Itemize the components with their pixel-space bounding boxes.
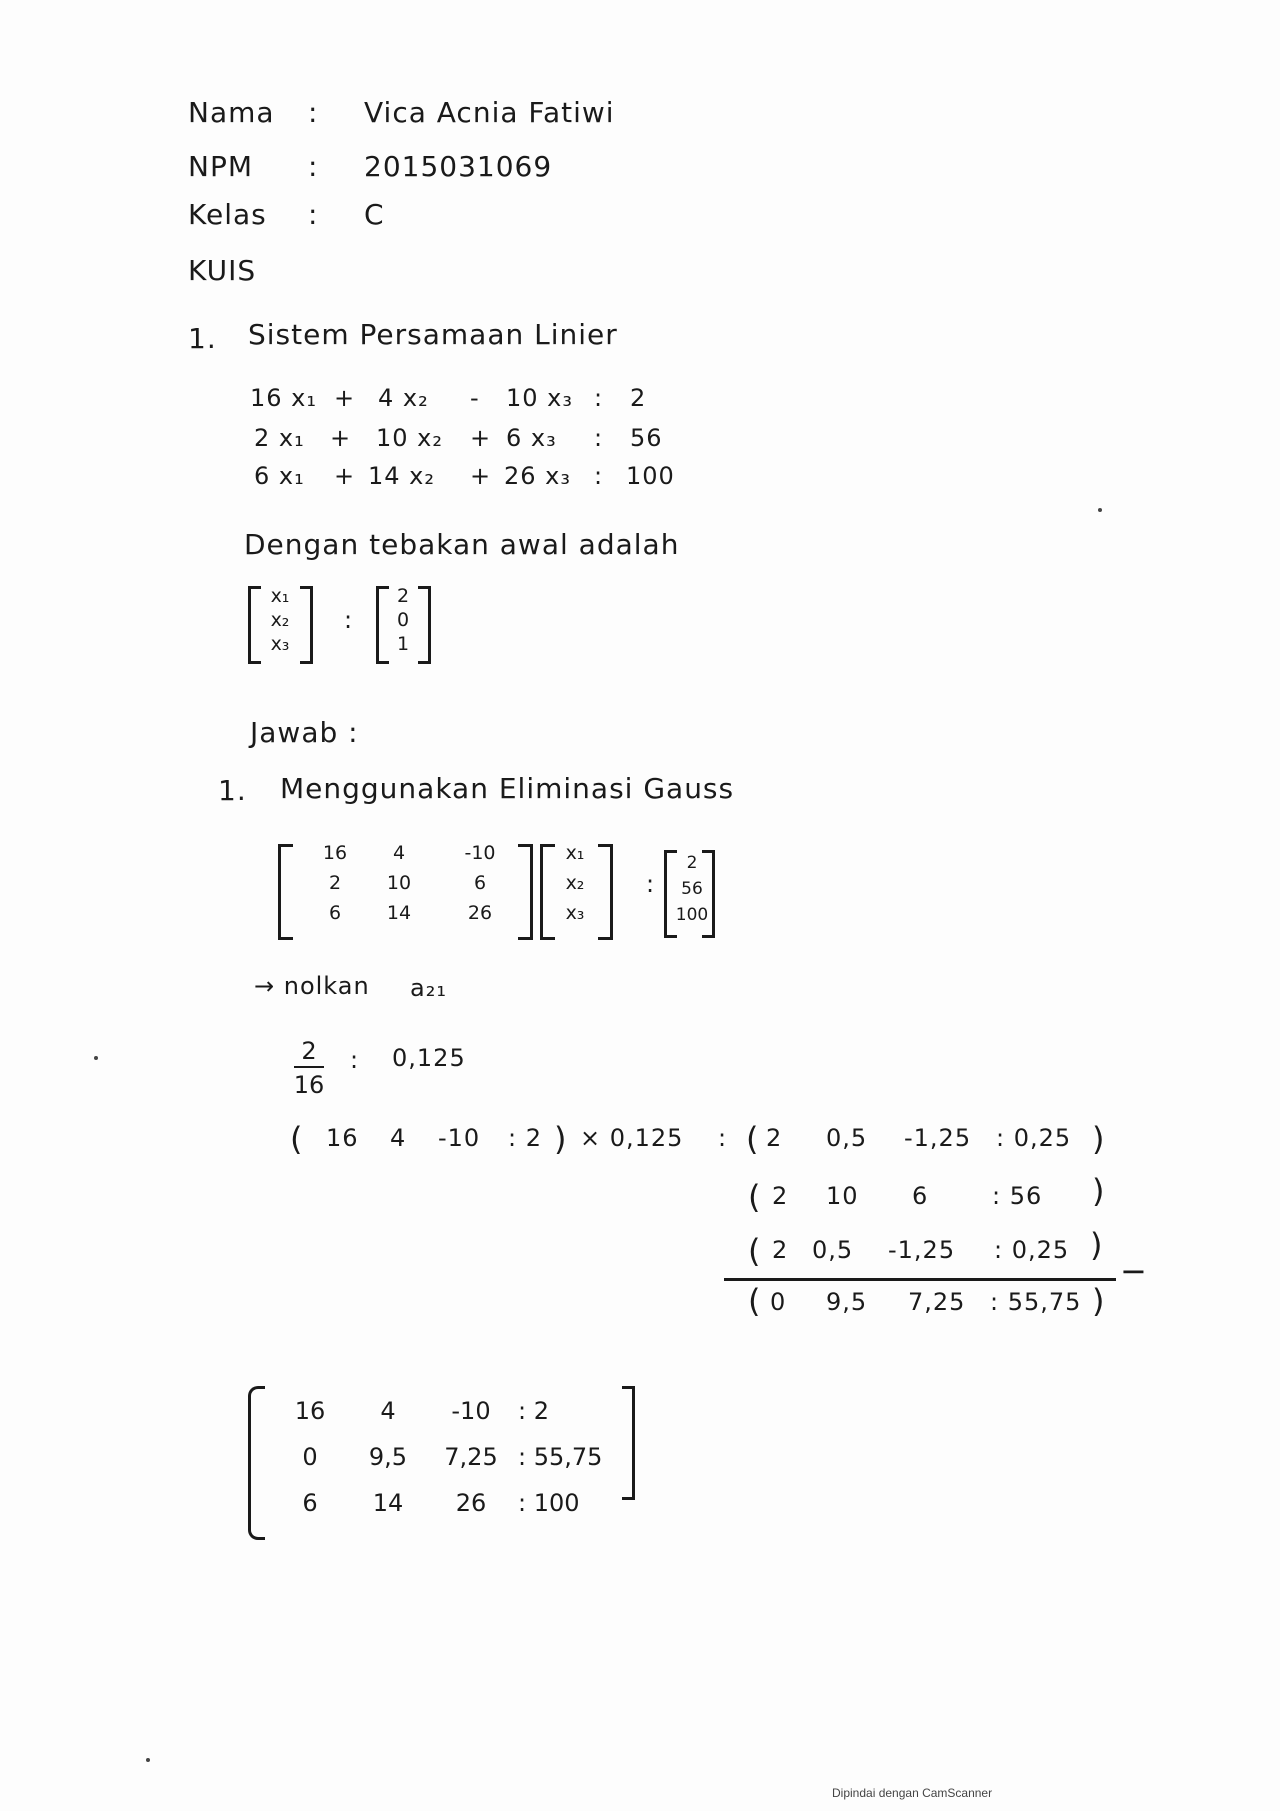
eq1-term3: 10 x₃ (506, 384, 573, 412)
guess-val-2: 0 (396, 609, 410, 631)
scaled-close-paren: ) (1092, 1120, 1105, 1158)
eq3-term1: 6 x₁ (254, 462, 305, 490)
vector-x (554, 838, 596, 928)
augmented-cell: 16 (294, 1397, 326, 1425)
eq2-term2: 10 x₂ (376, 424, 443, 452)
scaled2-val: -1,25 (888, 1236, 956, 1264)
augmented-cell: 14 (372, 1489, 404, 1517)
vector-b-cell: 100 (675, 905, 709, 925)
matrix-a-col-1 (310, 838, 360, 928)
eq1-op1: + (334, 384, 356, 412)
guess-val-1: 2 (396, 585, 410, 607)
matrix-a-col-2 (374, 838, 424, 928)
scaled2-close-paren: ) (1090, 1226, 1103, 1264)
fraction-separator: : (350, 1046, 360, 1074)
kuis-label: KUIS (188, 254, 257, 287)
eq2-op1: + (330, 424, 352, 452)
fraction-numerator: 2 (301, 1037, 317, 1065)
row2-val: 6 (912, 1182, 929, 1210)
eq1-term1: 16 x₁ (250, 384, 317, 412)
matrix-a-cell: 4 (392, 842, 406, 864)
augmented-left-bracket (248, 1386, 265, 1540)
eq1-term2: 4 x₂ (378, 384, 429, 412)
eq3-term3: 26 x₃ (504, 462, 571, 490)
augmented-right-bracket (622, 1386, 635, 1500)
subtraction-rule (724, 1278, 1116, 1281)
vector-x-cell: x₂ (565, 872, 585, 894)
matrix-a-cell: 2 (328, 872, 342, 894)
scan-speck (94, 1056, 98, 1060)
scaled2-val: 2 (772, 1236, 789, 1264)
matrix-a-cell: 26 (467, 902, 493, 924)
kelas-separator: : (308, 198, 319, 231)
step-target: a₂₁ (410, 974, 447, 1002)
row2-val: 10 (826, 1182, 859, 1210)
augmented-cell: : 2 (518, 1397, 549, 1425)
fraction-result: 0,125 (392, 1044, 466, 1072)
vector-b-cell: 2 (686, 853, 698, 873)
matrix-a-col-3 (450, 838, 510, 928)
scan-speck (146, 1758, 150, 1762)
step-label: → nolkan (254, 972, 370, 1000)
fraction (294, 1034, 324, 1102)
eq2-sep: : (594, 424, 604, 452)
augmented-col-rhs (518, 1388, 626, 1526)
row1-times: × 0,125 (580, 1124, 684, 1152)
row1-close-paren: ) (554, 1120, 567, 1158)
guess-val-left-bracket (376, 586, 389, 664)
augmented-cell: 26 (455, 1489, 487, 1517)
row1-val: -10 (438, 1124, 481, 1152)
row1-val: : 2 (508, 1124, 542, 1152)
guess-val-3: 1 (396, 633, 410, 655)
problem-number: 1. (188, 322, 217, 355)
augmented-cell: 7,25 (444, 1443, 498, 1471)
eq3-rhs: 100 (626, 462, 675, 490)
result-val: 0 (770, 1288, 787, 1316)
vector-x-cell: x₁ (565, 842, 585, 864)
scanner-watermark: Dipindai dengan CamScanner (832, 1786, 993, 1800)
eq2-rhs: 56 (630, 424, 663, 452)
augmented-cell: 6 (302, 1489, 318, 1517)
vector-x-left-bracket (540, 844, 555, 940)
augmented-col-1 (282, 1388, 338, 1526)
eq1-rhs: 2 (630, 384, 647, 412)
eq3-op2: + (470, 462, 492, 490)
matrix-a-left-bracket (278, 844, 293, 940)
guess-var-right-bracket (300, 586, 313, 664)
result-val: 7,25 (908, 1288, 966, 1316)
vector-x-cell: x₃ (565, 902, 585, 924)
guess-val-right-bracket (418, 586, 431, 664)
scaled-val: : 0,25 (996, 1124, 1072, 1152)
scaled2-val: 0,5 (812, 1236, 854, 1264)
npm-label: NPM (188, 150, 253, 183)
guess-var-vector (262, 584, 298, 656)
matrix-a-cell: 16 (322, 842, 348, 864)
augmented-cell: -10 (451, 1397, 491, 1425)
augmented-cell: : 55,75 (518, 1443, 603, 1471)
augmented-col-2 (356, 1388, 420, 1526)
augmented-cell: : 100 (518, 1489, 580, 1517)
row2-close-paren: ) (1092, 1172, 1105, 1210)
result-val: 9,5 (826, 1288, 868, 1316)
augmented-col-3 (436, 1388, 506, 1526)
nama-separator: : (308, 96, 319, 129)
npm-value: 2015031069 (364, 150, 553, 183)
scaled2-val: : 0,25 (994, 1236, 1070, 1264)
minus-sign: − (1120, 1252, 1148, 1290)
scaled-val: 0,5 (826, 1124, 868, 1152)
scaled-val: -1,25 (904, 1124, 972, 1152)
method-number: 1. (218, 774, 247, 807)
augmented-cell: 0 (302, 1443, 318, 1471)
guess-separator: : (344, 606, 354, 634)
row2-val: 2 (772, 1182, 789, 1210)
nama-label: Nama (188, 96, 275, 129)
kelas-value: C (364, 198, 385, 231)
row1-val: 16 (326, 1124, 359, 1152)
guess-val-vector (390, 584, 416, 656)
guess-var-2: x₂ (270, 609, 290, 631)
eq3-term2: 14 x₂ (368, 462, 435, 490)
guess-var-1: x₁ (270, 585, 290, 607)
vector-b-right-bracket (702, 850, 715, 938)
scaled-val: 2 (766, 1124, 783, 1152)
eq3-sep: : (594, 462, 604, 490)
initial-guess-text: Dengan tebakan awal adalah (244, 528, 680, 561)
row2-open-paren: ( (748, 1178, 761, 1216)
row1-result-separator: : (718, 1124, 728, 1152)
fraction-denominator: 16 (293, 1071, 325, 1099)
scaled-open-paren: ( (746, 1120, 759, 1158)
matrix-a-cell: 10 (386, 872, 412, 894)
scaled2-open-paren: ( (748, 1232, 761, 1270)
method-title: Menggunakan Eliminasi Gauss (280, 772, 735, 805)
matrix-a-cell: 14 (386, 902, 412, 924)
guess-var-3: x₃ (270, 633, 290, 655)
eq3-op1: + (334, 462, 356, 490)
npm-separator: : (308, 150, 319, 183)
augmented-cell: 9,5 (368, 1443, 408, 1471)
matrix-a-right-bracket (518, 844, 533, 940)
eq1-sep: : (594, 384, 604, 412)
matrix-a-cell: -10 (464, 842, 496, 864)
row1-val: 4 (390, 1124, 407, 1152)
fraction-bar (294, 1066, 324, 1068)
matrix-a-cell: 6 (328, 902, 342, 924)
augmented-cell: 4 (380, 1397, 396, 1425)
eq2-term1: 2 x₁ (254, 424, 305, 452)
matrix-a-cell: 6 (473, 872, 487, 894)
matrix-eq-separator: : (646, 870, 656, 898)
vector-x-right-bracket (598, 844, 613, 940)
guess-var-left-bracket (248, 586, 261, 664)
row1-open-paren: ( (290, 1120, 303, 1158)
kelas-label: Kelas (188, 198, 267, 231)
problem-title: Sistem Persamaan Linier (248, 318, 618, 351)
result-close-paren: ) (1092, 1282, 1105, 1320)
result-val: : 55,75 (990, 1288, 1082, 1316)
scan-speck (1098, 508, 1102, 512)
answer-label: Jawab : (250, 716, 359, 749)
eq2-op2: + (470, 424, 492, 452)
nama-value: Vica Acnia Fatiwi (364, 96, 615, 129)
vector-b-cell: 56 (681, 879, 703, 899)
eq2-term3: 6 x₃ (506, 424, 557, 452)
eq1-op2: - (470, 384, 480, 412)
row2-val: : 56 (992, 1182, 1043, 1210)
result-open-paren: ( (748, 1282, 761, 1320)
